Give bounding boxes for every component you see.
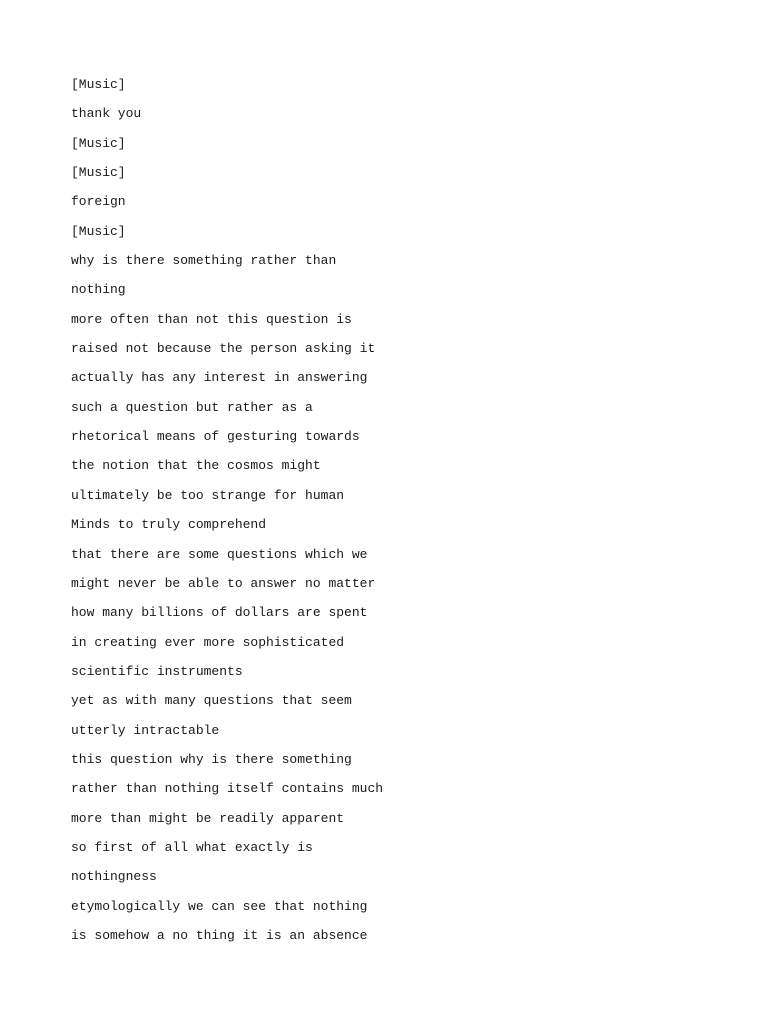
transcript-line: Minds to truly comprehend [71, 517, 267, 533]
transcript-line: ultimately be too strange for human [71, 487, 345, 503]
transcript-line: how many billions of dollars are spent [71, 605, 368, 621]
transcript-line: actually has any interest in answering [71, 370, 368, 386]
transcript-line: rather than nothing itself contains much [71, 781, 384, 797]
transcript-line: this question why is there something [71, 751, 352, 767]
transcript-line: utterly intractable [71, 722, 220, 738]
transcript-line: etymologically we can see that nothing [71, 898, 368, 914]
transcript-line: might never be able to answer no matter [71, 575, 376, 591]
transcript-line: [Music] [71, 165, 126, 181]
transcript-line: is somehow a no thing it is an absence [71, 927, 368, 943]
transcript-line: in creating ever more sophisticated [71, 634, 345, 650]
transcript-line: raised not because the person asking it [71, 341, 376, 357]
transcript-line: [Music] [71, 77, 126, 92]
transcript-line: nothing [71, 282, 126, 298]
transcript-line: more than might be readily apparent [71, 810, 345, 826]
transcript-line: nothingness [71, 869, 157, 885]
transcript-line: foreign [71, 194, 126, 210]
transcript-line: the notion that the cosmos might [71, 458, 321, 474]
transcript-line: that there are some questions which we [71, 546, 368, 562]
transcript-line: yet as with many questions that seem [71, 693, 352, 709]
transcript-line: such a question but rather as a [71, 399, 313, 415]
transcript-line: so first of all what exactly is [71, 839, 313, 855]
transcript-line: why is there something rather than [71, 253, 337, 269]
transcript-line: [Music] [71, 223, 126, 239]
transcript-line: [Music] [71, 135, 126, 151]
transcript-line: more often than not this question is [71, 311, 352, 327]
transcript-text [71, 70, 711, 950]
transcript-line: thank you [71, 106, 142, 122]
transcript-line: rhetorical means of gesturing towards [71, 429, 360, 445]
transcript-line: scientific instruments [71, 663, 243, 679]
